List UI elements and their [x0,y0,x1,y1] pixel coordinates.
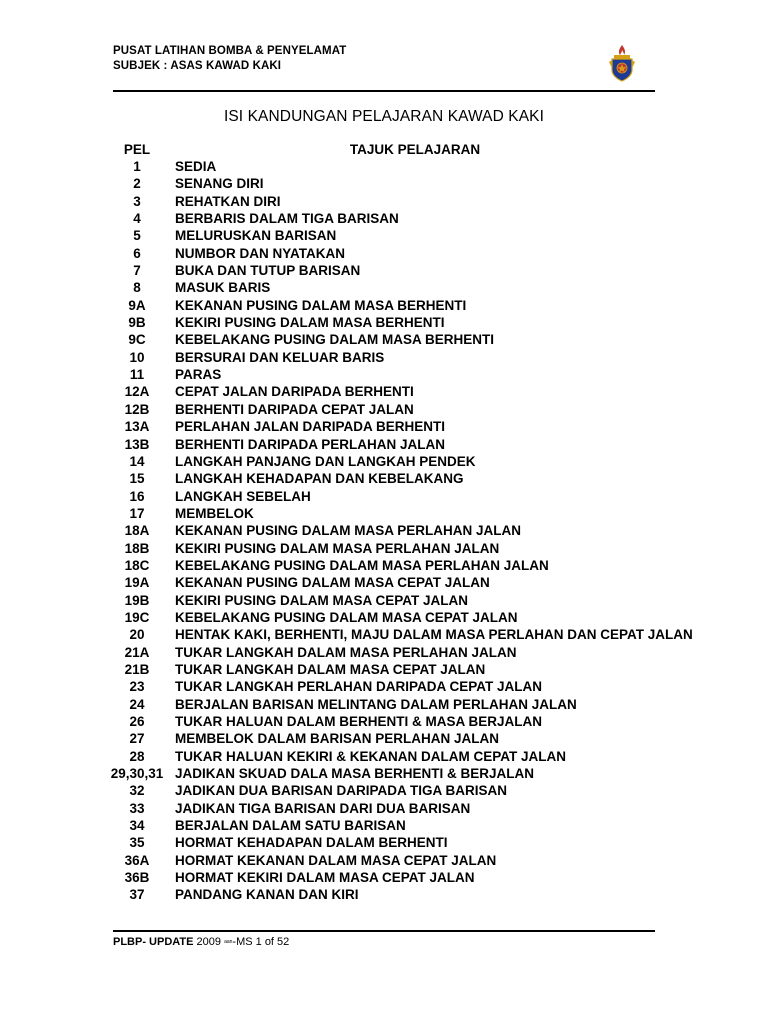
lesson-number: 17 [129,505,145,521]
lesson-title: BUKA DAN TUTUP BARISAN [175,263,361,279]
lesson-title: LANGKAH KEHADAPAN DAN KEBELAKANG [175,471,464,487]
lesson-title: TUKAR LANGKAH DALAM MASA CEPAT JALAN [175,661,486,677]
table-row [0,748,768,765]
table-row [0,262,768,279]
table-row [0,383,768,400]
lesson-title: TUKAR LANGKAH PERLAHAN DARIPADA CEPAT JALAN [175,679,542,695]
lesson-title: LANGKAH SEBELAH [175,488,311,504]
lesson-number: 10 [129,349,145,365]
lesson-title: HORMAT KEKANAN DALAM MASA CEPAT JALAN [175,852,497,868]
lesson-number: 26 [129,714,145,729]
lesson-number: 33 [129,800,145,816]
lesson-title: KEKANAN PUSING DALAM MASA BERHENTI [175,297,467,313]
table-row [0,175,768,192]
page-title: ISI KANDUNGAN PELAJARAN KAWAD KAKI [223,108,545,125]
lesson-number: 14 [129,453,145,469]
lesson-number: 9A [128,297,146,313]
lesson-number: 21A [124,644,150,660]
table-row [0,696,768,713]
footer-year: 2009 [196,936,222,948]
table-row [0,800,768,817]
lesson-number: 12B [124,401,150,417]
lesson-title: JADIKAN DUA BARISAN DARIPADA TIGA BARISAN [175,783,508,799]
lesson-title: KEKANAN PUSING DALAM MASA PERLAHAN JALAN [175,523,522,539]
lesson-title: PANDANG KANAN DAN KIRI [175,887,359,903]
lesson-title: BERJALAN DALAM SATU BARISAN [175,818,406,834]
table-row [0,574,768,591]
table-row [0,522,768,539]
table-row [0,227,768,244]
column-header-pel: PEL [123,142,151,157]
lesson-title: BERJALAN BARISAN MELINTANG DALAM PERLAHAN JALAN [175,696,577,712]
table-row [0,436,768,453]
page-footer [113,936,289,948]
lesson-title: KEKANAN PUSING DALAM MASA CEPAT JALAN [175,575,490,591]
footer-divider [113,930,655,932]
header-organization: PUSAT LATIHAN BOMBA & PENYELAMAT [113,45,347,57]
lesson-number: 37 [129,887,145,903]
footer-mark: aan [224,939,233,946]
lesson-title: HORMAT KEHADAPAN DALAM BERHENTI [175,835,448,851]
table-row [0,817,768,834]
lesson-number: 11 [129,367,145,383]
lesson-number: 36A [124,852,150,868]
lesson-title: LANGKAH PANJANG DAN LANGKAH PENDEK [175,453,476,469]
lesson-title: BERSURAI DAN KELUAR BARIS [175,349,385,365]
lesson-number: 13A [124,419,150,435]
lesson-number: 7 [133,263,141,279]
lesson-title: MELURUSKAN BARISAN [175,228,337,244]
table-row [0,366,768,383]
table-row [0,245,768,262]
lesson-number: 32 [129,783,145,799]
lesson-title: KEKIRI PUSING DALAM MASA BERHENTI [175,315,445,331]
table-row [0,678,768,695]
table-row [0,713,768,730]
lesson-title: MEMBELOK [175,505,254,521]
lesson-number: 9B [128,315,146,331]
table-row [0,730,768,747]
table-row [0,488,768,505]
lesson-number: 9C [128,332,146,348]
lesson-number: 23 [129,679,145,695]
lesson-number: 18B [124,540,150,556]
table-row [0,193,768,210]
column-header-tajuk: TAJUK PELAJARAN [349,142,481,157]
lesson-number: 29,30,31 [110,766,164,782]
lesson-number: 8 [133,280,141,296]
table-row [0,782,768,799]
lesson-number: 18C [124,557,150,573]
lesson-title: KEKIRI PUSING DALAM MASA PERLAHAN JALAN [175,540,500,556]
lesson-number: 2 [133,176,141,192]
lesson-title: JADIKAN TIGA BARISAN DARI DUA BARISAN [175,800,471,816]
table-row [0,540,768,557]
lesson-title: JADIKAN SKUAD DALA MASA BERHENTI & BERJALAN [175,766,535,782]
lesson-number: 34 [129,818,145,834]
table-row [0,297,768,314]
lesson-number: 27 [129,731,145,747]
lesson-title: KEKIRI PUSING DALAM MASA CEPAT JALAN [175,592,469,608]
table-row [0,331,768,348]
lesson-title: REHATKAN DIRI [175,193,281,209]
table-row [0,470,768,487]
lesson-number: 4 [133,211,141,227]
lesson-number: 24 [129,696,145,712]
lesson-title: KEBELAKANG PUSING DALAM MASA PERLAHAN JALAN [175,557,549,573]
table-row [0,453,768,470]
lesson-number: 21B [124,661,150,677]
table-row [0,644,768,661]
lesson-number: 6 [133,245,141,261]
lesson-title: SENANG DIRI [175,176,264,192]
lesson-number: 28 [129,748,145,764]
table-row [0,349,768,366]
lesson-number: 36B [124,870,150,886]
lesson-title: MASUK BARIS [175,280,271,296]
lesson-number: 13B [124,436,150,452]
lesson-title: NUMBOR DAN NYATAKAN [175,245,345,261]
lesson-title: KEBELAKANG PUSING DALAM MASA CEPAT JALAN [175,609,518,625]
table-row [0,765,768,782]
table-row [0,210,768,227]
table-row [0,869,768,886]
header-divider [113,90,655,92]
table-row [0,401,768,418]
lesson-title: SEDIA [175,159,217,174]
lesson-number: 20 [129,627,145,643]
footer-prefix: PLBP- UPDATE [113,936,194,948]
lesson-number: 18A [124,523,150,539]
bomba-crest-icon [608,44,636,82]
table-row [0,158,768,175]
lesson-number: 35 [129,835,145,851]
lesson-number: 15 [129,471,145,487]
table-row [0,418,768,435]
lesson-number: 3 [133,193,141,209]
table-row [0,661,768,678]
table-row [0,626,768,643]
lesson-number: 19C [124,609,150,625]
lesson-title: PARAS [175,367,222,383]
lesson-title: BERHENTI DARIPADA PERLAHAN JALAN [175,436,446,452]
table-row [0,886,768,903]
lesson-title: TUKAR LANGKAH DALAM MASA PERLAHAN JALAN [175,644,517,660]
table-row [0,279,768,296]
lesson-title: HENTAK KAKI, BERHENTI, MAJU DALAM MASA PERLAHAN DAN CEPAT JALAN [175,627,693,643]
table-row [0,557,768,574]
lesson-number: 12A [124,384,150,400]
document-header [113,44,583,74]
lesson-number: 5 [133,228,141,244]
table-row [0,592,768,609]
lesson-title: CEPAT JALAN DARIPADA BERHENTI [175,384,414,400]
lesson-title: KEBELAKANG PUSING DALAM MASA BERHENTI [175,332,495,348]
table-row [0,852,768,869]
lesson-list [0,158,768,904]
lesson-number: 19B [124,592,150,608]
lesson-title: TUKAR HALUAN KEKIRI & KEKANAN DALAM CEPAT JALAN [175,748,566,764]
lesson-title: PERLAHAN JALAN DARIPADA BERHENTI [175,419,446,435]
lesson-title: TUKAR HALUAN DALAM BERHENTI & MASA BERJALAN [175,714,542,729]
lesson-number: 19A [124,575,150,591]
table-row [0,314,768,331]
lesson-title: HORMAT KEKIRI DALAM MASA CEPAT JALAN [175,870,475,886]
lesson-title: MEMBELOK DALAM BARISAN PERLAHAN JALAN [175,731,499,747]
table-row [0,834,768,851]
lesson-title: BERBARIS DALAM TIGA BARISAN [175,211,399,227]
lesson-title: BERHENTI DARIPADA CEPAT JALAN [175,401,414,417]
header-subject: SUBJEK : ASAS KAWAD KAKI [113,60,282,72]
table-row [0,505,768,522]
table-row [0,609,768,626]
lesson-number: 1 [133,159,141,174]
footer-page-number: -MS 1 of 52 [232,936,290,948]
lesson-number: 16 [129,488,145,504]
